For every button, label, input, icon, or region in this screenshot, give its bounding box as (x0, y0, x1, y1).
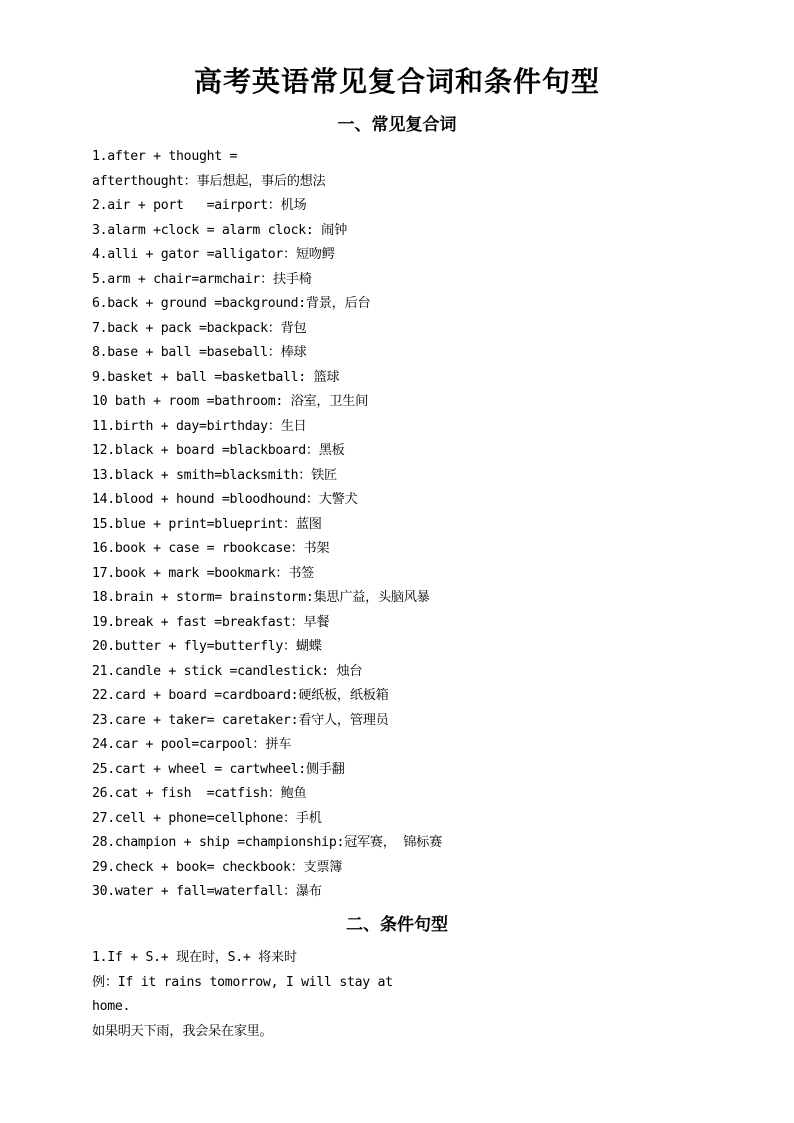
list-item: 21.candle + stick =candlestick: 烛台 (92, 663, 363, 679)
list-item: 7.back + pack =backpack：背包 (92, 320, 307, 336)
list-item: 1.after + thought = (92, 149, 238, 164)
list-item: 12.black + board =blackboard：黑板 (92, 443, 345, 458)
list-item: 25.cart + wheel = cartwheel:侧手翻 (92, 761, 345, 777)
list-item: 2.air + port =airport：机场 (92, 198, 307, 213)
list-item: 13.black + smith=blacksmith：铁匠 (92, 467, 337, 483)
text-line: home. (92, 999, 131, 1014)
list-item: 3.alarm +clock = alarm clock: 闹钟 (92, 222, 347, 238)
document-title: 高考英语常见复合词和条件句型 (193, 65, 600, 98)
conditional-sentence-list (92, 946, 712, 1044)
list-item: 6.back + ground =background:背景，后台 (92, 296, 371, 311)
list-item: 28.champion + ship =championship:冠军赛， 锦标赛 (92, 835, 442, 850)
list-item: 14.blood + hound =bloodhound：大警犬 (92, 492, 358, 507)
list-item: 15.blue + print=blueprint：蓝图 (92, 516, 322, 532)
list-item: 18.brain + storm= brainstorm:集思广益，头脑风暴 (92, 590, 430, 605)
section-heading-compound-words: 一、常见复合词 (337, 115, 457, 135)
list-item: 30.water + fall=waterfall：瀑布 (92, 884, 322, 899)
compound-word-list (92, 145, 712, 905)
list-item: 16.book + case = rbookcase：书架 (92, 541, 330, 556)
list-item: 17.book + mark =bookmark：书签 (92, 565, 315, 581)
list-item: 5.arm + chair=armchair：扶手椅 (92, 271, 312, 287)
list-item: 19.break + fast =breakfast：早餐 (92, 614, 330, 630)
list-item: 22.card + board =cardboard:硬纸板，纸板箱 (92, 688, 389, 703)
text-line: 例：If it rains tomorrow, I will stay at (92, 974, 393, 990)
list-item: 20.butter + fly=butterfly：蝴蝶 (92, 639, 322, 654)
list-item: 8.base + ball =baseball：棒球 (92, 345, 307, 360)
list-item: 10 bath + room =bathroom: 浴室，卫生间 (92, 394, 368, 409)
list-item: 24.car + pool=carpool：拼车 (92, 737, 292, 752)
list-item: 26.cat + fish =catfish：鲍鱼 (92, 786, 307, 801)
list-item: 27.cell + phone=cellphone：手机 (92, 810, 322, 826)
section-heading-conditional-sentences: 二、条件句型 (346, 915, 448, 935)
list-item: 4.alli + gator =alligator：短吻鳄 (92, 247, 335, 262)
list-item: 29.check + book= checkbook：支票簿 (92, 859, 343, 875)
list-item: 11.birth + day=birthday：生日 (92, 418, 307, 434)
text-line: 1.If + S.+ 现在时，S.+ 将来时 (92, 950, 297, 965)
list-item: afterthought：事后想起，事后的想法 (92, 173, 326, 189)
text-line: 如果明天下雨，我会呆在家里。 (92, 1023, 273, 1039)
list-item: 9.basket + ball =basketball: 篮球 (92, 369, 340, 385)
list-item: 23.care + taker= caretaker:看守人，管理员 (92, 712, 389, 728)
